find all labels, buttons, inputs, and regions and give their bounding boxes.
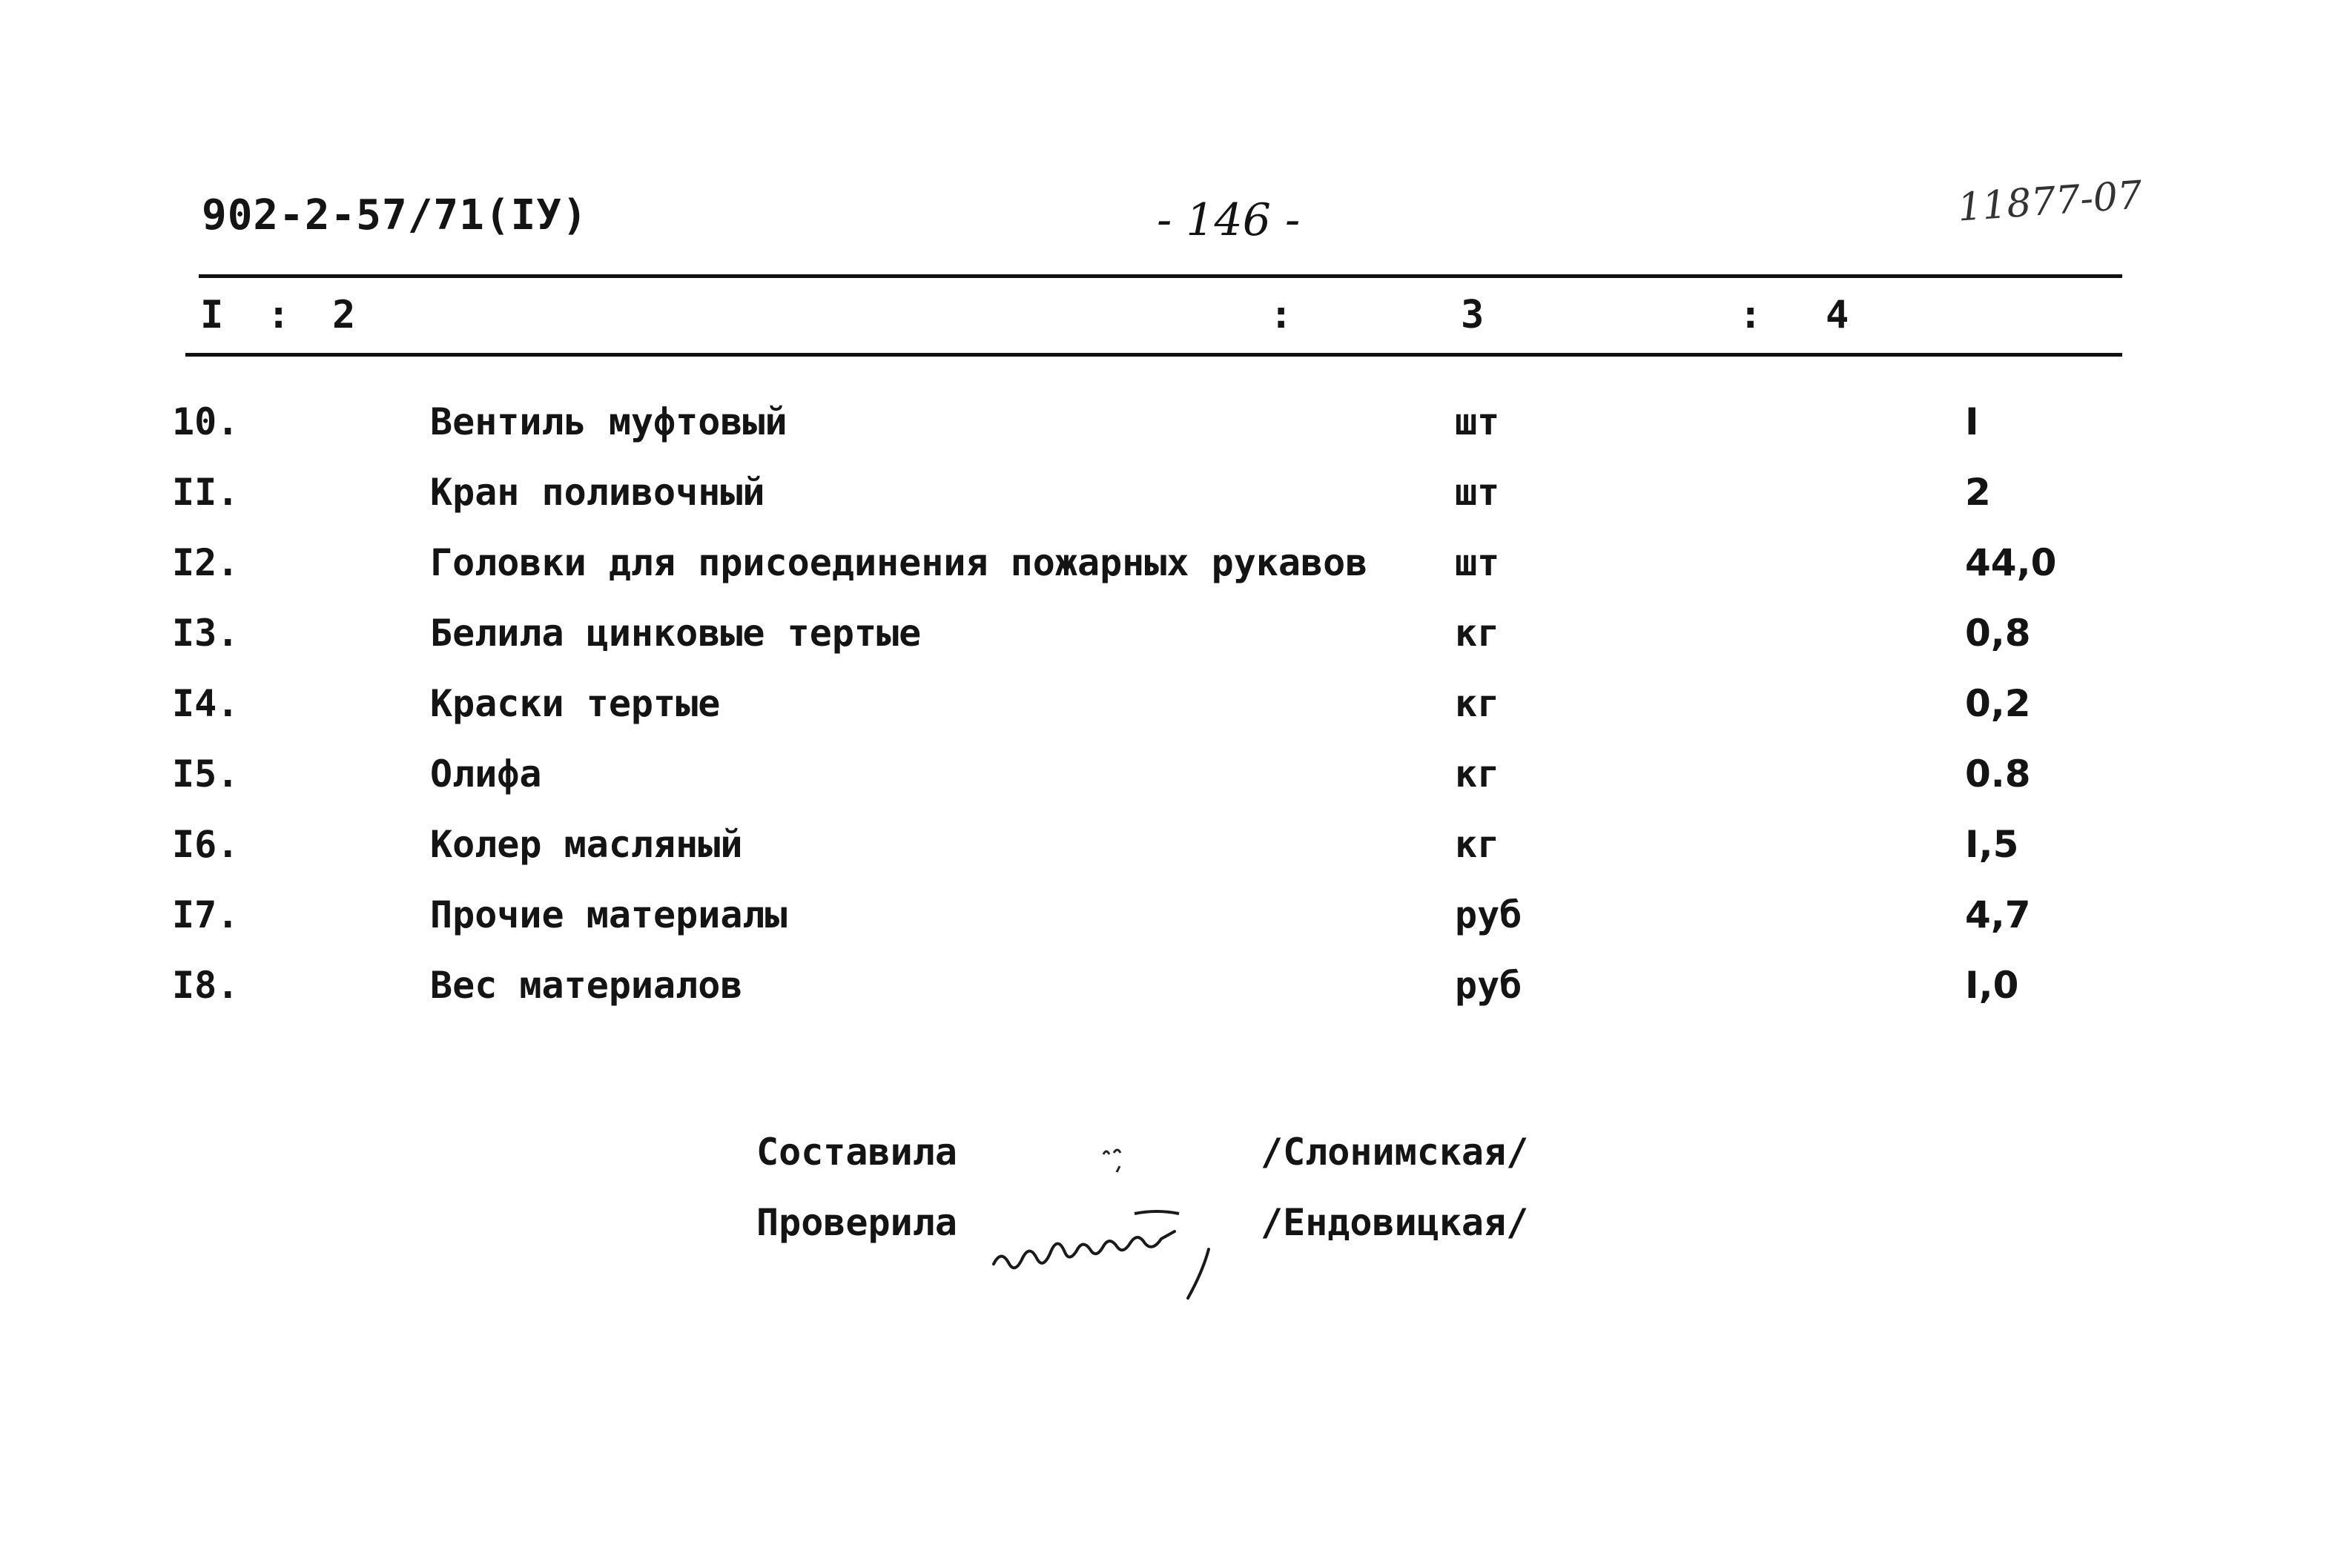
row-number: I6. bbox=[172, 823, 240, 866]
quantity: 0,2 bbox=[1965, 682, 2031, 725]
compiled-by-name: /Слонимская/ bbox=[1261, 1131, 1529, 1174]
quantity: 0,8 bbox=[1965, 612, 2031, 655]
column-header-1: I bbox=[200, 293, 224, 337]
compiled-by-label: Составила bbox=[756, 1131, 957, 1174]
material-name: Головки для присоединения пожарных рукавов bbox=[430, 541, 1368, 584]
quantity: 4,7 bbox=[1965, 893, 2031, 936]
row-number: II. bbox=[172, 471, 240, 514]
table-row bbox=[0, 541, 2338, 608]
unit: кг bbox=[1455, 682, 1500, 725]
unit: шт bbox=[1455, 541, 1500, 584]
table-row bbox=[0, 823, 2338, 890]
row-number: I2. bbox=[172, 541, 240, 584]
quantity: I,5 bbox=[1965, 823, 2019, 866]
table-row bbox=[0, 400, 2338, 467]
quantity: I bbox=[1965, 400, 1979, 443]
material-name: Краски тертые bbox=[430, 682, 721, 725]
material-name: Колер масляный bbox=[430, 823, 743, 866]
quantity: I,0 bbox=[1965, 964, 2019, 1007]
column-header-3: 3 bbox=[1461, 293, 1485, 337]
row-number: I5. bbox=[172, 752, 240, 795]
column-header-2: 2 bbox=[332, 293, 356, 337]
table-row bbox=[0, 752, 2338, 819]
material-name: Олифа bbox=[430, 752, 542, 795]
table-row bbox=[0, 893, 2338, 960]
column-header-4: 4 bbox=[1826, 293, 1849, 337]
column-separator: : bbox=[267, 293, 291, 337]
material-name: Белила цинковые тертые bbox=[430, 612, 922, 655]
quantity: 44,0 bbox=[1965, 541, 2057, 584]
row-number: I8. bbox=[172, 964, 240, 1007]
table-header-rule bbox=[185, 353, 2122, 357]
signature-mark-icon bbox=[1097, 1138, 1142, 1175]
unit: руб bbox=[1455, 893, 1522, 936]
material-name: Кран поливочный bbox=[430, 471, 765, 514]
archive-number: 11877-07 bbox=[1956, 173, 2144, 231]
quantity: 0.8 bbox=[1965, 752, 2031, 795]
row-number: I4. bbox=[172, 682, 240, 725]
document-code: 902-2-57/71(IУ) bbox=[202, 191, 588, 239]
row-number: I3. bbox=[172, 612, 240, 655]
handwritten-signature-icon bbox=[986, 1197, 1238, 1301]
table-row bbox=[0, 682, 2338, 749]
unit: шт bbox=[1455, 471, 1500, 514]
unit: руб bbox=[1455, 964, 1522, 1007]
column-separator: : bbox=[1269, 293, 1293, 337]
table-row bbox=[0, 612, 2338, 678]
checked-by-label: Проверила bbox=[756, 1201, 957, 1244]
unit: шт bbox=[1455, 400, 1500, 443]
table-top-rule bbox=[199, 274, 2122, 278]
material-name: Вес материалов bbox=[430, 964, 743, 1007]
quantity: 2 bbox=[1965, 471, 1991, 514]
table-row bbox=[0, 964, 2338, 1031]
row-number: I7. bbox=[172, 893, 240, 936]
material-name: Прочие материалы bbox=[430, 893, 787, 936]
column-separator: : bbox=[1739, 293, 1763, 337]
row-number: 10. bbox=[172, 400, 240, 443]
page-number: - 146 - bbox=[1157, 194, 1301, 246]
unit: кг bbox=[1455, 823, 1500, 866]
checked-by-name: /Ендовицкая/ bbox=[1261, 1201, 1529, 1244]
material-name: Вентиль муфтовый bbox=[430, 400, 787, 443]
unit: кг bbox=[1455, 612, 1500, 655]
table-row bbox=[0, 471, 2338, 537]
unit: кг bbox=[1455, 752, 1500, 795]
